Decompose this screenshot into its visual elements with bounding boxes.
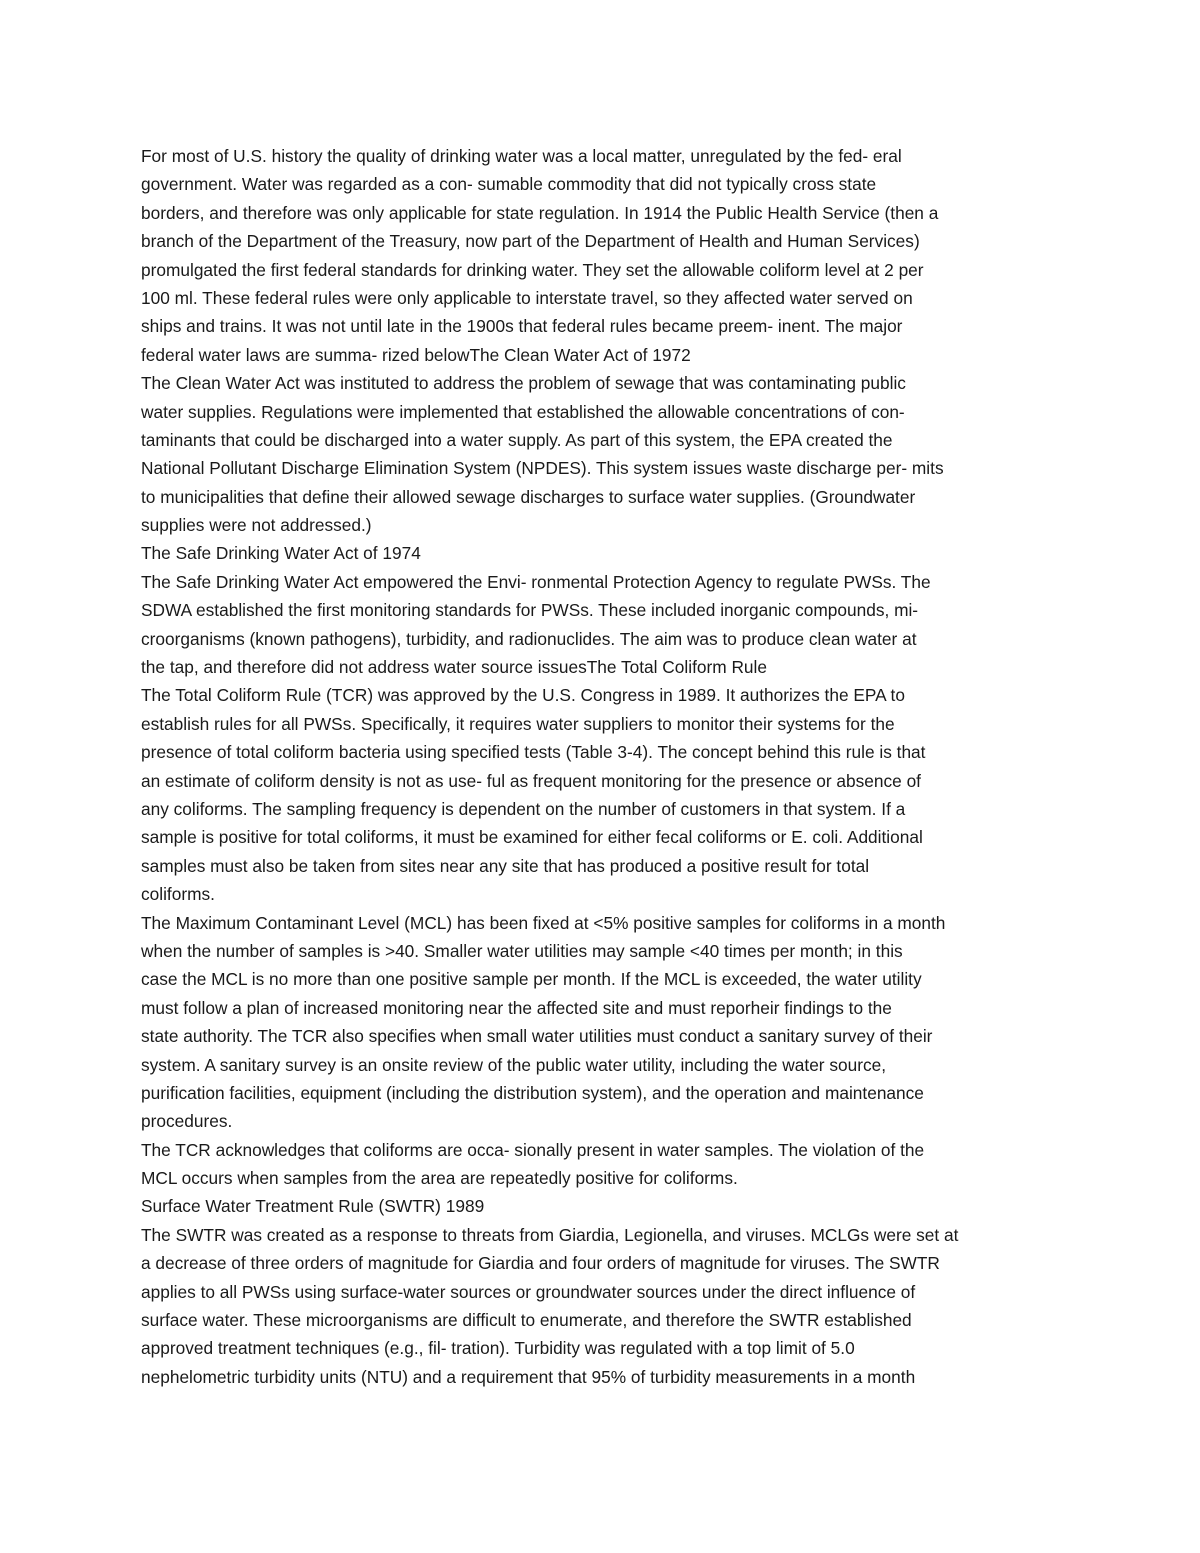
- text-line: case the MCL is no more than one positive sample per month. If the MCL is exceeded, the water utility: [141, 969, 922, 990]
- text-line: must follow a plan of increased monitoring near the affected site and must reporheir findings to the: [141, 997, 892, 1018]
- text-line: government. Water was regarded as a con- sumable commodity that did not typically cross state: [141, 174, 877, 195]
- text-line: nephelometric turbidity units (NTU) and a requirement that 95% of turbidity measurements in a month: [141, 1366, 916, 1387]
- text-line: an estimate of coliform density is not as use- ful as frequent monitoring for the presence or absence of: [141, 770, 921, 791]
- text-line: SDWA established the first monitoring standards for PWSs. These included inorganic compounds, mi-: [141, 600, 919, 621]
- text-line: National Pollutant Discharge Elimination System (NPDES). This system issues waste discharge per- mits: [141, 458, 944, 479]
- text-line: The SWTR was created as a response to threats from Giardia, Legionella, and viruses. MCLGs were set at: [141, 1224, 959, 1245]
- text-line: procedures.: [141, 1111, 233, 1132]
- text-line: sample is positive for total coliforms, it must be examined for either fecal coliforms or E. coli. Additional: [141, 827, 923, 848]
- text-line: samples must also be taken from sites near any site that has produced a positive result for total: [141, 855, 870, 876]
- text-line: borders, and therefore was only applicable for state regulation. In 1914 the Public Health Service (then a: [141, 202, 939, 223]
- text-line: The Clean Water Act was instituted to address the problem of sewage that was contaminating public: [141, 373, 906, 394]
- text-line: The TCR acknowledges that coliforms are occa- sionally present in water samples. The violation of the: [141, 1139, 925, 1160]
- text-line: croorganisms (known pathogens), turbidity, and radionuclides. The aim was to produce clean water at: [141, 628, 917, 649]
- text-line: any coliforms. The sampling frequency is dependent on the number of customers in that system. If a: [141, 798, 906, 819]
- text-line: when the number of samples is >40. Smaller water utilities may sample <40 times per month; in this: [141, 940, 903, 961]
- text-line: the tap, and therefore did not address water source issuesThe Total Coliform Rule: [141, 657, 767, 678]
- text-line: promulgated the first federal standards for drinking water. They set the allowable coliform level at 2 per: [141, 259, 924, 280]
- document-body-text: [141, 142, 1061, 1391]
- text-line: taminants that could be discharged into a water supply. As part of this system, the EPA created the: [141, 429, 893, 450]
- text-line: water supplies. Regulations were implemented that established the allowable concentrations of con-: [141, 401, 905, 422]
- text-line: 100 ml. These federal rules were only applicable to interstate travel, so they affected water served on: [141, 287, 913, 308]
- text-line: ships and trains. It was not until late in the 1900s that federal rules became preem- inent. The major: [141, 316, 903, 337]
- text-line: purification facilities, equipment (including the distribution system), and the operation and maintenance: [141, 1082, 924, 1103]
- text-line: For most of U.S. history the quality of drinking water was a local matter, unregulated by the fed- eral: [141, 146, 902, 166]
- text-line: establish rules for all PWSs. Specifically, it requires water suppliers to monitor their systems for the: [141, 713, 895, 734]
- text-line: approved treatment techniques (e.g., fil- tration). Turbidity was regulated with a top limit of 5.0: [141, 1338, 855, 1359]
- text-line: The Maximum Contaminant Level (MCL) has been fixed at <5% positive samples for coliforms in a month: [141, 912, 946, 933]
- text-line: to municipalities that define their allowed sewage discharges to surface water supplies. (Groundwater: [141, 486, 916, 507]
- text-line: state authority. The TCR also specifies when small water utilities must conduct a sanitary survey of their: [141, 1026, 933, 1047]
- text-line: The Safe Drinking Water Act empowered the Envi- ronmental Protection Agency to regulate PWSs. The: [141, 571, 931, 592]
- text-line: presence of total coliform bacteria using specified tests (Table 3-4). The concept behind this rule is that: [141, 742, 926, 763]
- text-line: applies to all PWSs using surface-water sources or groundwater sources under the direct influence of: [141, 1281, 916, 1302]
- text-line: MCL occurs when samples from the area are repeatedly positive for coliforms.: [141, 1168, 738, 1189]
- text-line: The Total Coliform Rule (TCR) was approved by the U.S. Congress in 1989. It authorizes the EPA to: [141, 685, 905, 706]
- text-line: Surface Water Treatment Rule (SWTR) 1989: [141, 1196, 485, 1217]
- text-line: supplies were not addressed.): [141, 515, 372, 536]
- text-line: a decrease of three orders of magnitude for Giardia and four orders of magnitude for viruses. The SWTR: [141, 1253, 940, 1274]
- text-line: The Safe Drinking Water Act of 1974: [141, 543, 421, 564]
- text-line: coliforms.: [141, 884, 215, 905]
- text-line: surface water. These microorganisms are difficult to enumerate, and therefore the SWTR established: [141, 1310, 912, 1331]
- text-line: branch of the Department of the Treasury, now part of the Department of Health and Human Services): [141, 231, 920, 252]
- text-line: system. A sanitary survey is an onsite review of the public water utility, including the water source,: [141, 1054, 887, 1075]
- text-line: federal water laws are summa- rized belowThe Clean Water Act of 1972: [141, 344, 691, 365]
